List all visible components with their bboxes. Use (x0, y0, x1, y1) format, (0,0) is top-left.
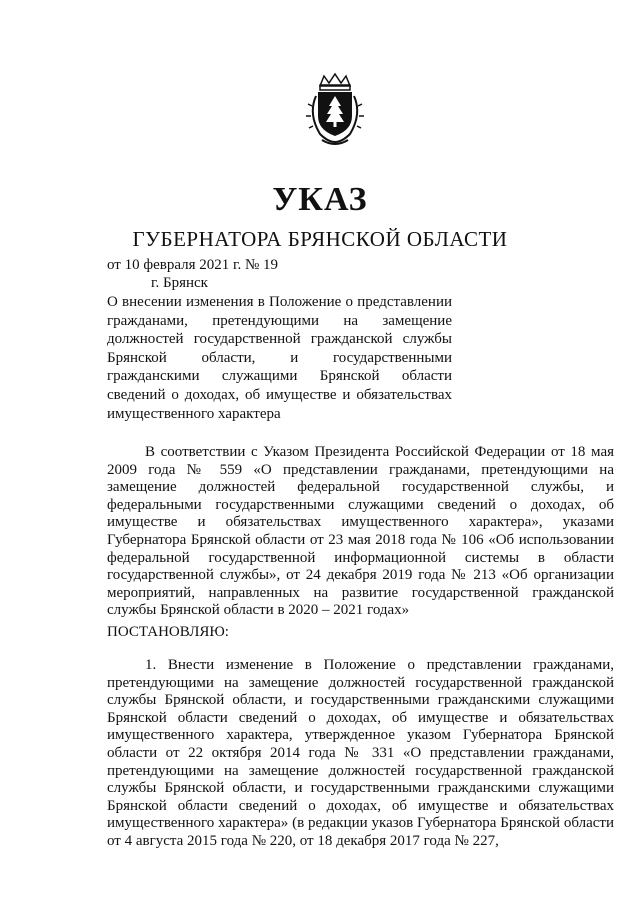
coat-of-arms-icon (300, 72, 370, 150)
document-number: 19 (263, 257, 279, 273)
decree-word: ПОСТАНОВЛЯЮ: (107, 624, 229, 640)
issuer-heading: ГУБЕРНАТОРА БРЯНСКОЙ ОБЛАСТИ (132, 227, 508, 251)
document-type-heading: УКАЗ (272, 181, 368, 218)
document-date: 10 февраля 2021 г. (124, 257, 242, 273)
date-prefix: от (107, 257, 121, 273)
number-prefix: № (244, 257, 260, 273)
preamble-paragraph: В соответствии с Указом Президента Российской Федерации от 18 мая 2009 года № 559 «О представлении гражданами, претендующими на замещение должностей федеральной государственной службы, и федеральными государственными служащими сведений о доходах, об имуществе и обязательствах имущественного характера», указами Губернатора Брянской области от 23 мая 2018 года № 106 «Об использовании федеральной государственной информационной системы в области государственной службы», от 24 декабря 2019 года № 213 «Об организации мероприятий, направленных на развитие государственной гражданской службы Брянской области в 2020 – 2021 годах» (107, 444, 614, 619)
document-city: г. Брянск (151, 275, 208, 291)
document-subject: О внесении изменения в Положение о представлении гражданами, претендующими на замещение должностей государственной гражданской службы Брянской области, и государственными гражданскими служащими Брянской области сведений о доходах, об имуществе и обязательствах имущественного характера (107, 294, 452, 422)
date-number-line (107, 255, 278, 275)
decree-point-1: 1. Внести изменение в Положение о представлении гражданами, претендующими на замещение должностей государственной гражданской службы Брянской области, и государственными гражданскими служащими Брянской области сведений о доходах, об имуществе и обязательствах имущественного характера, утвержденное указом Губернатора Брянской области от 22 октября 2014 года № 331 «О представлении гражданами, претендующими на замещение должностей государственной гражданской службы Брянской области, и государственными гражданскими служащими Брянской области сведений о доходах, об имуществе и обязательствах имущественного характера» (в редакции указов Губернатора Брянской области от 4 августа 2015 года № 220, от 18 декабря 2017 года № 227, (107, 657, 614, 849)
